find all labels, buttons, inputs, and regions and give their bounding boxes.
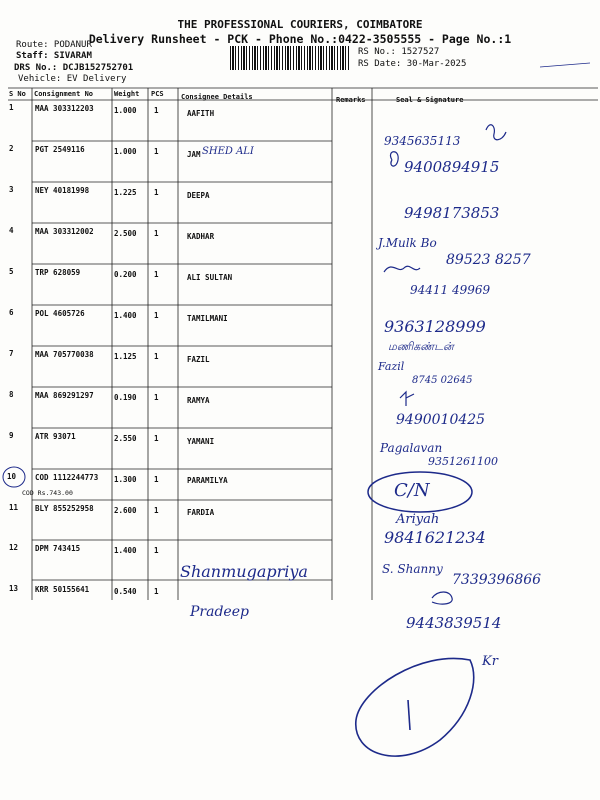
signature-r13 (432, 592, 452, 604)
hw-phone-r6: 9363128999 (384, 317, 486, 336)
row-consignee: FARDIA (187, 508, 215, 517)
row-pcs: 1 (154, 311, 159, 320)
row-sno: 2 (9, 144, 14, 153)
row-consignee: TAMILMANI (187, 314, 228, 323)
row-consignee: ALI SULTAN (187, 273, 233, 282)
col-header-seal: Seal & Signature (396, 96, 464, 104)
row-consignment: DPM 743415 (35, 544, 81, 553)
row-weight: 0.540 (114, 587, 137, 596)
row-weight: 1.000 (114, 106, 137, 115)
hw-phone-r9: 9351261100 (428, 455, 498, 468)
row-sno: 5 (9, 267, 14, 276)
row-pcs: 1 (154, 352, 159, 361)
col-header-weight: Weight (114, 90, 140, 98)
hw-note-r6: மணிகண்டன் (388, 340, 454, 353)
row-sno: 12 (9, 543, 19, 552)
hw-phone-r8: 9490010425 (396, 412, 486, 428)
col-header-pcs: PCS (151, 90, 164, 98)
row-cod-amount: COD Rs.743.00 (22, 489, 73, 497)
row-weight: 2.550 (114, 434, 137, 443)
hw-name-r2: SHED ALI (202, 146, 254, 157)
row-sno: 6 (9, 308, 14, 317)
hw-phone-r7: 8745 02645 (412, 375, 473, 386)
row-weight: 0.200 (114, 270, 137, 279)
hw-phone-r13: 9443839514 (406, 614, 502, 632)
row-consignment: KRR 50155641 (35, 585, 90, 594)
col-header-sno: S No (9, 90, 26, 98)
row-weight: 1.300 (114, 475, 137, 484)
rs-number: RS No.: 1527527 (358, 47, 440, 57)
row-sno: 13 (9, 584, 19, 593)
hw-phone-r1: 9345635113 (384, 134, 461, 148)
row-weight: 1.000 (114, 147, 137, 156)
row-consignee: DEEPA (187, 191, 210, 200)
row-pcs: 1 (154, 506, 159, 515)
signature-r5 (384, 266, 420, 272)
company-title: THE PROFESSIONAL COURIERS, COIMBATORE (177, 18, 423, 31)
hw-name-r9: Pagalavan (380, 441, 443, 455)
row-sno: 11 (9, 503, 19, 512)
row-pcs: 1 (154, 546, 159, 555)
row-weight: 1.125 (114, 352, 137, 361)
row-sno: 8 (9, 390, 14, 399)
row-consignment: MAA 869291297 (35, 391, 94, 400)
row-consignment: PGT 2549116 (35, 145, 85, 154)
row-consignee: YAMANI (187, 437, 215, 446)
rs-date: RS Date: 30-Mar-2025 (358, 59, 467, 69)
row-pcs: 1 (154, 434, 159, 443)
row-consignment: MAA 303312002 (35, 227, 94, 236)
hw-phone-r3: 9498173853 (404, 204, 500, 222)
row-weight: 2.600 (114, 506, 137, 515)
hw-name-r7: Fazil (378, 360, 405, 373)
signature-r8 (400, 392, 414, 406)
row-consignment: MAA 303312203 (35, 104, 94, 113)
signature-r2 (390, 152, 398, 166)
row-sno: 1 (9, 103, 14, 112)
row-pcs: 1 (154, 229, 159, 238)
row-pcs: 1 (154, 475, 159, 484)
row-pcs: 1 (154, 393, 159, 402)
hw-consignee-r12: Shanmugapriya (180, 562, 308, 581)
row-weight: 1.400 (114, 546, 137, 555)
row-sno: 10 (7, 472, 17, 481)
row-consignment: TRP 628059 (35, 268, 81, 277)
runsheet-subtitle: Delivery Runsheet - PCK - Phone No.:0422-3505555 - Page No.:1 (88, 32, 512, 46)
hw-phone-r2: 9400894915 (404, 158, 500, 176)
row-consignment: BLY 855252958 (35, 504, 94, 513)
hw-name-r4: J.Mulk Bo (378, 236, 437, 250)
col-header-consignee: Consignee Details (181, 93, 253, 101)
row-consignee: PARAMILYA (187, 476, 228, 485)
col-header-consignment: Consignment No (34, 90, 94, 98)
row-consignee: RAMYA (187, 396, 210, 405)
bottom-scribble-stroke (408, 700, 410, 730)
row-consignment: POL 4605726 (35, 309, 85, 318)
row-pcs: 1 (154, 270, 159, 279)
row-consignee: KADHAR (187, 232, 215, 241)
col-header-remarks: Remarks (336, 96, 366, 104)
row-weight: 1.400 (114, 311, 137, 320)
row-sno: 4 (9, 226, 14, 235)
row-pcs: 1 (154, 106, 159, 115)
row-consignment: NEY 40181998 (35, 186, 90, 195)
bottom-scribble-mark (356, 658, 474, 756)
hw-mark-r10: C/N (394, 480, 430, 501)
vehicle-label: Vehicle: EV Delivery (18, 74, 127, 84)
hw-phone-r4: 89523 8257 (446, 252, 531, 268)
hw-phone-r5: 94411 49969 (410, 283, 491, 297)
hw-consignee-r13: Pradeep (190, 604, 249, 620)
row-consignee: FAZIL (187, 355, 210, 364)
row-consignment: MAA 705770038 (35, 350, 94, 359)
row-sno: 7 (9, 349, 14, 358)
row-weight: 0.190 (114, 393, 137, 402)
hw-phone-r11: 9841621234 (384, 528, 486, 547)
row-pcs: 1 (154, 587, 159, 596)
hw-footer-mark: Kr (482, 654, 498, 669)
row-pcs: 1 (154, 147, 159, 156)
hw-name-r11: Ariyah (396, 512, 440, 527)
row-sno: 9 (9, 431, 14, 440)
row-consignment: ATR 93071 (35, 432, 76, 441)
signature-r1 (486, 125, 506, 140)
row-weight: 2.500 (114, 229, 137, 238)
row-pcs: 1 (154, 188, 159, 197)
row-sno: 3 (9, 185, 14, 194)
row-consignee: AAFITH (187, 109, 215, 118)
hw-phone-r12: 7339396866 (452, 572, 542, 588)
row-consignee: JAM (187, 150, 201, 159)
route-label: Route: PODANUR (16, 40, 92, 50)
drs-number: DRS No.: DCJB152752701 (14, 63, 134, 73)
hw-sign-r12: S. Shanny (382, 562, 443, 576)
row-consignment: COD 1112244773 (35, 473, 99, 482)
row-weight: 1.225 (114, 188, 137, 197)
staff-label: Staff: SIVARAM (16, 51, 92, 61)
